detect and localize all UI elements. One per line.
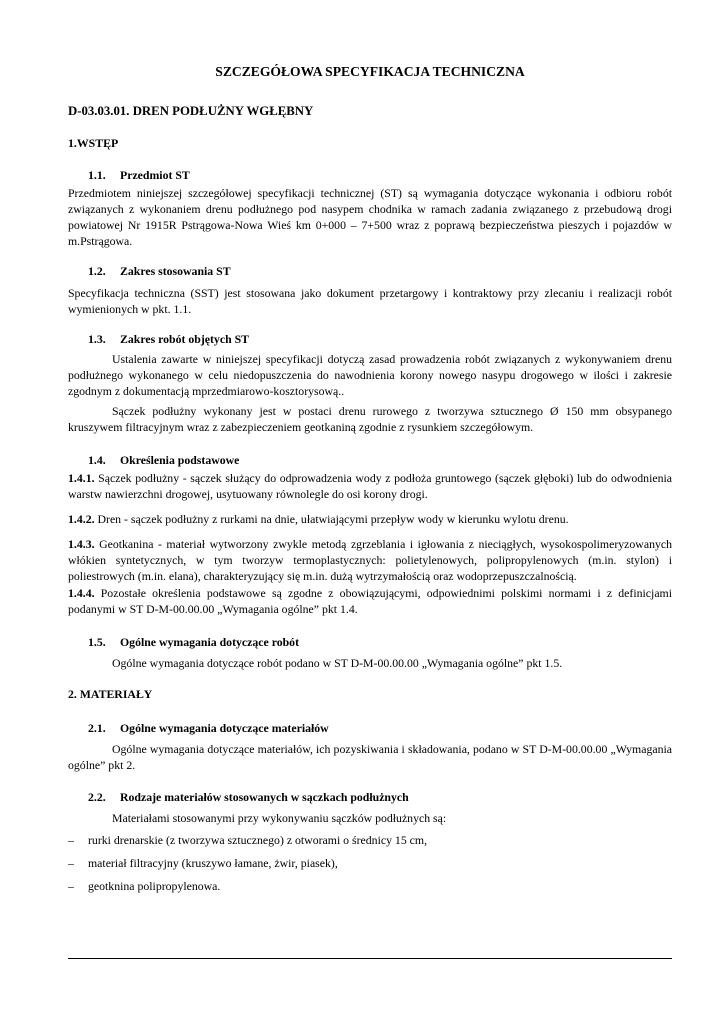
section-title: Zakres stosowania ST [120, 264, 231, 278]
section-title: Ogólne wymagania dotyczące robót [120, 635, 300, 649]
document-title: SZCZEGÓŁOWA SPECYFIKACJA TECHNICZNA [215, 64, 525, 79]
section-1-1-heading [88, 168, 190, 183]
section-1-heading: 1.WSTĘP [68, 136, 119, 150]
list-dash: – [68, 856, 74, 870]
section-2-heading: 2. MATERIAŁY [68, 687, 153, 701]
footer-divider [68, 958, 672, 959]
definition-number: 1.4.3. [68, 537, 95, 551]
definition-1-4-1 [68, 470, 672, 502]
section-1-2-heading [88, 264, 231, 279]
section-number: 2.2. [88, 790, 106, 804]
list-item [68, 879, 220, 894]
section-1-3-heading [88, 332, 249, 347]
definition-text: Geotkanina - materiał wytworzony zwykle metodą zgrzeblania i igłowania z nieciągłych, wysokospolimeryzowanych włókien syntetycznych, w tym tworzyw termoplastycznych: polietylenowych, polipropylenowych (m.in. stylon) i poliestrowych (m.in. elana), charakteryzujący się m.in. dużą wytrzymałością oraz wodoprzepuszczalnością. [68, 537, 672, 583]
section-2-2-intro: Materiałami stosowanymi przy wykonywaniu sączków podłużnych są: [112, 811, 447, 825]
list-item [68, 856, 338, 871]
section-title: Przedmiot ST [120, 168, 190, 182]
section-1-5-heading [88, 635, 299, 650]
list-dash: – [68, 833, 74, 847]
definition-1-4-2 [68, 511, 672, 527]
section-2-1-text: Ogólne wymagania dotyczące materiałów, ich pozyskiwania i składowania, podano w ST D-M-00.00.00 „Wymagania ogólne” pkt 2. [68, 742, 672, 772]
section-title: Ogólne wymagania dotyczące materiałów [120, 721, 329, 735]
definition-number: 1.4.4. [68, 586, 95, 600]
section-title: Rodzaje materiałów stosowanych w sączkach podłużnych [120, 790, 409, 804]
section-1-1-text: Przedmiotem niniejszej szczegółowej specyfikacji technicznej (ST) są wymagania dotyczące wykonania i odbioru robót związanych z wykonaniem drenu podłużnego pod nasypem chodnika w ramach zadania związanego z przebudową drogi powiatowej Nr 1915R Pstrągowa-Nowa Wieś km 0+000 – 7+500 wraz z poprawą bezpieczeństwa pieszych i pojazdów w m.Pstrągowa. [68, 186, 672, 248]
spec-code-heading: D-03.03.01. DREN PODŁUŻNY WGŁĘBNY [68, 104, 314, 118]
definition-text: Pozostałe określenia podstawowe są zgodne z obowiązującymi, odpowiednimi polskimi normami i z definicjami podanymi w ST D-M-00.00.00 „Wymagania ogólne” pkt 1.4. [68, 586, 673, 616]
definition-1-4-4 [68, 585, 672, 617]
section-2-1-heading [88, 721, 329, 736]
section-1-3-paragraph-1: Ustalenia zawarte w niniejszej specyfikacji dotyczą zasad prowadzenia robót związanych z wykonywaniem drenu podłużnego wykonanego w celu niedopuszczenia do nawodnienia korony nowego nasypu drogowego w ilości i zakresie zgodnym z dokumentacją mprzedmiarowo-kosztorysową.. [68, 352, 672, 398]
section-number: 1.1. [88, 168, 106, 182]
section-1-4-heading [88, 453, 239, 468]
definition-text: Dren - sączek podłużny z rurkami na dnie, ułatwiającymi przepływ wody w kierunku wylotu drenu. [97, 512, 569, 526]
definition-1-4-3 [68, 536, 672, 584]
list-dash: – [68, 879, 74, 893]
section-number: 1.2. [88, 264, 106, 278]
section-number: 1.5. [88, 635, 106, 649]
section-number: 1.3. [88, 332, 106, 346]
list-item-text: materiał filtracyjny (kruszywo łamane, żwir, piasek), [88, 856, 338, 870]
section-1-3-paragraph-2: Sączek podłużny wykonany jest w postaci drenu rurowego z tworzywa sztucznego Ø 150 mm obsypanego kruszywem filtracyjnym wraz z zabezpieczeniem geotkaniną zgodnie z rysunkiem szczegółowym. [68, 404, 672, 434]
section-1-2-text: Specyfikacja techniczna (SST) jest stosowana jako dokument przetargowy i kontraktowy przy zlecaniu i realizacji robót wymienionych w pkt. 1.1. [68, 286, 672, 316]
section-title: Określenia podstawowe [120, 453, 240, 467]
section-1-5-text: Ogólne wymagania dotyczące robót podano w ST D-M-00.00.00 „Wymagania ogólne” pkt 1.5. [112, 656, 563, 670]
list-item-text: rurki drenarskie (z tworzywa sztucznego) z otworami o średnicy 15 cm, [88, 833, 428, 847]
section-number: 1.4. [88, 453, 106, 467]
definition-text: Sączek podłużny - sączek służący do odprowadzenia wody z podłoża gruntowego (sączek głęboki) lub do odwodnienia warstw nawierzchni drogowej, usytuowany równolegle do osi korony drogi. [68, 471, 672, 501]
list-item-text: geotknina polipropylenowa. [88, 879, 221, 893]
section-number: 2.1. [88, 721, 106, 735]
definition-number: 1.4.1. [68, 471, 95, 485]
section-title: Zakres robót objętych ST [120, 332, 250, 346]
list-item [68, 833, 427, 848]
section-2-2-heading [88, 790, 409, 805]
definition-number: 1.4.2. [68, 512, 95, 526]
